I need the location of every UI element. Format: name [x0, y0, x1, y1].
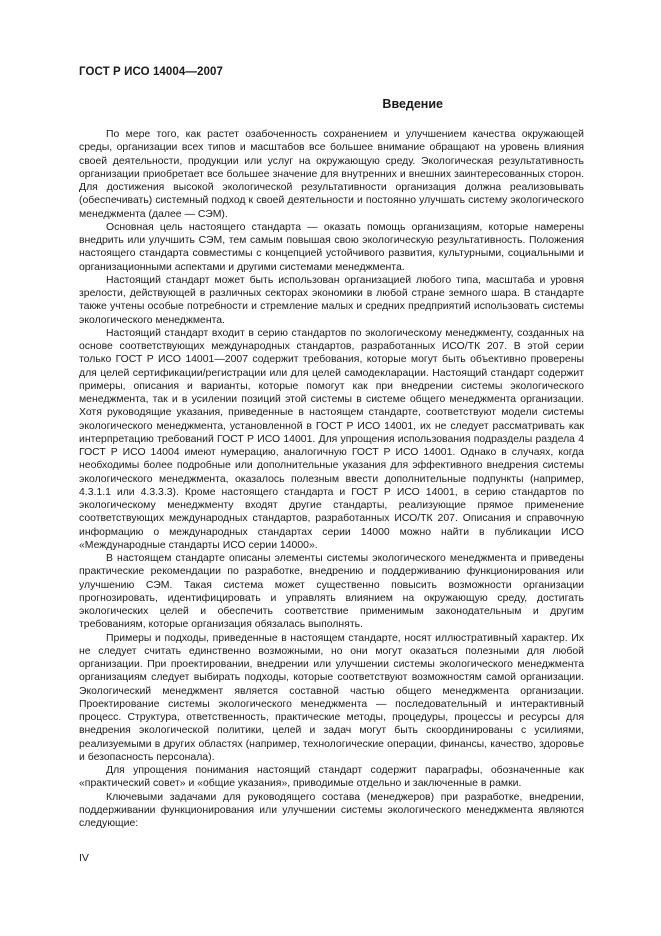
page-number: IV [79, 852, 89, 864]
document-body [79, 128, 584, 830]
paragraph: Для упрощения понимания настоящий стандарт содержит параграфы, обозначенные как «практический совет» и «общие указания», приводимые отдельно и заключенные в рамки. [79, 765, 584, 790]
paragraph: Ключевыми задачами для руководящего состава (менеджеров) при разработке, внедрении, поддерживании функционирования или улучшении системы экологического менеджмента являются следующие: [79, 791, 584, 829]
standard-header: ГОСТ Р ИСО 14004—2007 [79, 66, 224, 78]
paragraph: Примеры и подходы, приведенные в настоящем стандарте, носят иллюстративный характер. Их не следует считать единственно возможными, но они могут оказаться полезными для любой организации. При проектировании, внедрении или улучшении системы экологического менеджмента организациям следует выбирать подходы, которые соответствуют возможностям самой организации. Экологический менеджмент является составной частью общего менеджмента организации. Проектирование системы экологического менеджмента — последовательный и интерактивный процесс. Структура, ответственность, практические методы, процедуры, процессы и ресурсы для внедрения экологической политики, целей и задач могут быть скоординированы с усилиями, реализуемыми в других областях (например, технологические операции, финансы, качество, здоровье и безопасность персонала). [79, 632, 584, 763]
paragraph: По мере того, как растет озабоченность сохранением и улучшением качества окружающей среды, организации всех типов и масштабов все большее внимание обращают на уровень влияния своей деятельности, продукции или услуг на окружающую среду. Экологическая результативность организации приобретает все большее значение для внутренних и внешних заинтересованных сторон. Для достижения высокой экологической результативности организация должна реализовывать (обеспечивать) системный подход к своей деятельности и постоянно улучшать систему экологического менеджмента (далее — СЭМ). [79, 129, 584, 220]
section-title-text: Введение [382, 97, 443, 111]
paragraph: Настоящий стандарт может быть использован организацией любого типа, масштаба и уровня зрелости, действующей в различных секторах экономики в любой стране земного шара. В стандарте также учтены особые потребности и стремление малых и средних предприятий использовать системы экологического менеджмента. [79, 274, 584, 326]
section-title [79, 97, 584, 111]
paragraph: Настоящий стандарт входит в серию стандартов по экологическому менеджменту, созданных на основе соответствующих международных стандартов, разработанных ИСО/ТК 207. В этой серии только ГОСТ Р ИСО 14001—2007 содержит требования, которые могут быть объективно проверены для целей сертификации/регистрации или для целей самодекларации. Настоящий стандарт содержит примеры, описания и варианты, которые помогут как при внедрении системы экологического менеджмента, так и в усилении позиций этой системы в системе общего менеджмента организации. Хотя руководящие указания, приведенные в настоящем стандарте, соответствуют модели системы экологического менеджмента, установленной в ГОСТ Р ИСО 14001, их не следует рассматривать как интерпретацию требований ГОСТ Р ИСО 14001. Для упрощения использования подразделы раздела 4 ГОСТ Р ИСО 14004 имеют нумерацию, аналогичную ГОСТ Р ИСО 14001. Однако в случаях, когда необходимы более подробные или дополнительные указания для эффективного внедрения системы экологического менеджмента, оказалось полезным ввести дополнительные подпункты (например, 4.3.1.1 или 4.3.3.3). Кроме настоящего стандарта и ГОСТ Р ИСО 14001, в серию стандартов по экологическому менеджменту входят другие стандарты, реализующие прямое применение соответствующих международных стандартов, разработанных ИСО/ТК 207. Описания и справочную информацию о международных стандартах серии 14000 можно найти в публикации ИСО «Международные стандарты ИСО серии 14000». [79, 327, 584, 551]
paragraph: Основная цель настоящего стандарта — оказать помощь организациям, которые намерены внедрить или улучшить СЭМ, тем самым повышая свою экологическую результативность. Положения настоящего стандарта совместимы с концепцией устойчивого развития, культурными, социальными и организационными аспектами и другими системами менеджмента. [79, 221, 584, 273]
paragraph: В настоящем стандарте описаны элементы системы экологического менеджмента и приведены практические рекомендации по разработке, внедрению и поддерживанию функционирования или улучшению СЭМ. Такая система может существенно повысить возможности организации прогнозировать, идентифицировать и управлять влиянием на окружающую среду, достигать экологических целей и обеспечить соответствие применимым законодательным и другим требованиям, которые организация обязалась выполнять. [79, 553, 584, 631]
